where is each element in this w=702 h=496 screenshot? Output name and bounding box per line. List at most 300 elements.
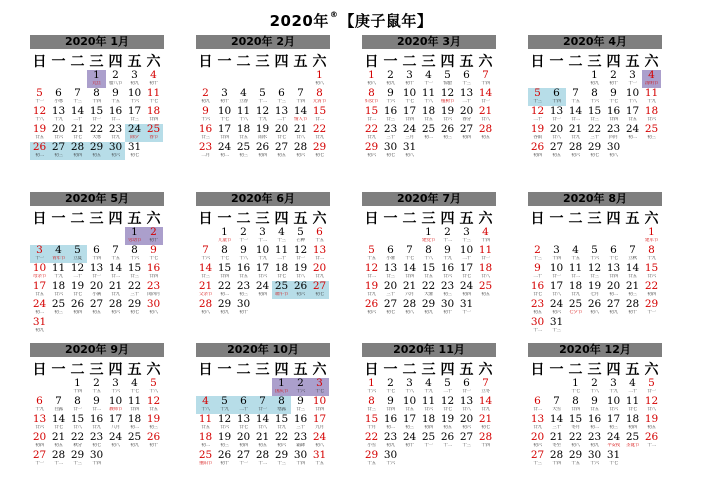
day-cell[interactable] (604, 124, 623, 142)
day-cell[interactable] (528, 106, 547, 124)
day-cell[interactable] (125, 142, 144, 160)
day-cell[interactable] (144, 227, 163, 245)
day-cell[interactable] (144, 70, 163, 88)
day-cell[interactable] (476, 106, 495, 124)
day-cell[interactable] (547, 432, 566, 450)
day-cell[interactable] (381, 124, 400, 142)
day-cell[interactable] (68, 299, 87, 317)
day-cell[interactable] (68, 263, 87, 281)
day-cell[interactable] (585, 124, 604, 142)
day-cell[interactable] (234, 396, 253, 414)
day-cell[interactable] (400, 378, 419, 396)
day-cell[interactable] (419, 263, 438, 281)
day-cell[interactable] (528, 414, 547, 432)
day-cell[interactable] (623, 70, 642, 88)
day-cell[interactable] (272, 263, 291, 281)
day-cell[interactable] (400, 142, 419, 160)
day-cell[interactable] (381, 299, 400, 317)
day-cell[interactable] (215, 88, 234, 106)
day-cell[interactable] (623, 106, 642, 124)
day-cell[interactable] (400, 299, 419, 317)
day-cell[interactable] (30, 124, 49, 142)
day-cell[interactable] (310, 106, 329, 124)
day-cell[interactable] (68, 124, 87, 142)
day-cell[interactable] (528, 317, 547, 335)
day-cell[interactable] (604, 378, 623, 396)
day-cell[interactable] (585, 245, 604, 263)
day-cell[interactable] (547, 106, 566, 124)
day-cell[interactable] (400, 106, 419, 124)
day-cell[interactable] (106, 432, 125, 450)
day-cell[interactable] (438, 432, 457, 450)
day-cell[interactable] (291, 281, 310, 299)
day-cell[interactable] (30, 263, 49, 281)
day-cell[interactable] (291, 142, 310, 160)
day-cell[interactable] (30, 414, 49, 432)
day-cell[interactable] (604, 281, 623, 299)
day-cell[interactable] (623, 378, 642, 396)
day-cell[interactable] (215, 124, 234, 142)
day-cell[interactable] (234, 88, 253, 106)
day-cell[interactable] (604, 396, 623, 414)
day-cell[interactable] (234, 432, 253, 450)
day-cell[interactable] (49, 450, 68, 468)
day-cell[interactable] (272, 227, 291, 245)
day-cell[interactable] (234, 106, 253, 124)
day-cell[interactable] (566, 450, 585, 468)
day-cell[interactable] (623, 396, 642, 414)
day-cell[interactable] (106, 281, 125, 299)
day-cell[interactable] (144, 88, 163, 106)
day-cell[interactable] (125, 263, 144, 281)
day-cell[interactable] (253, 414, 272, 432)
day-cell[interactable] (30, 432, 49, 450)
day-cell[interactable] (215, 263, 234, 281)
day-cell[interactable] (566, 432, 585, 450)
day-cell[interactable] (381, 245, 400, 263)
day-cell[interactable] (547, 299, 566, 317)
day-cell[interactable] (457, 88, 476, 106)
day-cell[interactable] (362, 106, 381, 124)
day-cell[interactable] (144, 299, 163, 317)
day-cell[interactable] (362, 281, 381, 299)
day-cell[interactable] (215, 281, 234, 299)
day-cell[interactable] (49, 299, 68, 317)
day-cell[interactable] (419, 414, 438, 432)
day-cell[interactable] (253, 227, 272, 245)
day-cell[interactable] (125, 70, 144, 88)
day-cell[interactable] (253, 263, 272, 281)
day-cell[interactable] (362, 245, 381, 263)
day-cell[interactable] (87, 245, 106, 263)
day-cell[interactable] (215, 396, 234, 414)
day-cell[interactable] (457, 299, 476, 317)
day-cell[interactable] (291, 245, 310, 263)
day-cell[interactable] (125, 396, 144, 414)
day-cell[interactable] (291, 227, 310, 245)
day-cell[interactable] (106, 396, 125, 414)
day-cell[interactable] (234, 245, 253, 263)
day-cell[interactable] (528, 245, 547, 263)
day-cell[interactable] (310, 414, 329, 432)
day-cell[interactable] (585, 263, 604, 281)
day-cell[interactable] (604, 142, 623, 160)
day-cell[interactable] (30, 142, 49, 160)
day-cell[interactable] (291, 106, 310, 124)
day-cell[interactable] (272, 88, 291, 106)
day-cell[interactable] (253, 106, 272, 124)
day-cell[interactable] (272, 124, 291, 142)
day-cell[interactable] (528, 124, 547, 142)
day-cell[interactable] (49, 396, 68, 414)
day-cell[interactable] (476, 281, 495, 299)
day-cell[interactable] (476, 227, 495, 245)
day-cell[interactable] (196, 263, 215, 281)
day-cell[interactable] (419, 124, 438, 142)
day-cell[interactable] (623, 263, 642, 281)
day-cell[interactable] (253, 450, 272, 468)
day-cell[interactable] (310, 396, 329, 414)
day-cell[interactable] (196, 106, 215, 124)
day-cell[interactable] (196, 88, 215, 106)
day-cell[interactable] (291, 432, 310, 450)
day-cell[interactable] (310, 432, 329, 450)
day-cell[interactable] (234, 124, 253, 142)
day-cell[interactable] (49, 432, 68, 450)
day-cell[interactable] (310, 281, 329, 299)
day-cell[interactable] (381, 142, 400, 160)
day-cell[interactable] (547, 263, 566, 281)
day-cell[interactable] (438, 227, 457, 245)
day-cell[interactable] (438, 414, 457, 432)
day-cell[interactable] (272, 378, 291, 396)
day-cell[interactable] (196, 450, 215, 468)
day-cell[interactable] (125, 245, 144, 263)
day-cell[interactable] (144, 124, 163, 142)
day-cell[interactable] (68, 432, 87, 450)
day-cell[interactable] (106, 414, 125, 432)
day-cell[interactable] (310, 227, 329, 245)
day-cell[interactable] (547, 142, 566, 160)
day-cell[interactable] (604, 450, 623, 468)
day-cell[interactable] (291, 378, 310, 396)
day-cell[interactable] (547, 450, 566, 468)
day-cell[interactable] (419, 88, 438, 106)
day-cell[interactable] (30, 299, 49, 317)
day-cell[interactable] (623, 299, 642, 317)
day-cell[interactable] (362, 70, 381, 88)
day-cell[interactable] (476, 245, 495, 263)
day-cell[interactable] (196, 414, 215, 432)
day-cell[interactable] (585, 70, 604, 88)
day-cell[interactable] (125, 281, 144, 299)
day-cell[interactable] (438, 281, 457, 299)
day-cell[interactable] (68, 450, 87, 468)
day-cell[interactable] (87, 450, 106, 468)
day-cell[interactable] (362, 378, 381, 396)
day-cell[interactable] (585, 106, 604, 124)
day-cell[interactable] (144, 396, 163, 414)
day-cell[interactable] (381, 70, 400, 88)
day-cell[interactable] (362, 88, 381, 106)
day-cell[interactable] (547, 124, 566, 142)
day-cell[interactable] (196, 281, 215, 299)
day-cell[interactable] (215, 414, 234, 432)
day-cell[interactable] (49, 124, 68, 142)
day-cell[interactable] (272, 432, 291, 450)
day-cell[interactable] (642, 378, 661, 396)
day-cell[interactable] (400, 70, 419, 88)
day-cell[interactable] (87, 142, 106, 160)
day-cell[interactable] (457, 263, 476, 281)
day-cell[interactable] (566, 245, 585, 263)
day-cell[interactable] (215, 106, 234, 124)
day-cell[interactable] (438, 88, 457, 106)
day-cell[interactable] (623, 414, 642, 432)
day-cell[interactable] (585, 378, 604, 396)
day-cell[interactable] (310, 378, 329, 396)
day-cell[interactable] (253, 142, 272, 160)
day-cell[interactable] (49, 245, 68, 263)
day-cell[interactable] (585, 281, 604, 299)
day-cell[interactable] (528, 432, 547, 450)
day-cell[interactable] (381, 450, 400, 468)
day-cell[interactable] (566, 414, 585, 432)
day-cell[interactable] (215, 450, 234, 468)
day-cell[interactable] (400, 432, 419, 450)
day-cell[interactable] (144, 263, 163, 281)
day-cell[interactable] (547, 281, 566, 299)
day-cell[interactable] (144, 106, 163, 124)
day-cell[interactable] (642, 281, 661, 299)
day-cell[interactable] (30, 396, 49, 414)
day-cell[interactable] (125, 124, 144, 142)
day-cell[interactable] (457, 396, 476, 414)
day-cell[interactable] (528, 88, 547, 106)
day-cell[interactable] (476, 378, 495, 396)
day-cell[interactable] (585, 432, 604, 450)
day-cell[interactable] (106, 106, 125, 124)
day-cell[interactable] (566, 88, 585, 106)
day-cell[interactable] (438, 396, 457, 414)
day-cell[interactable] (106, 88, 125, 106)
day-cell[interactable] (234, 142, 253, 160)
day-cell[interactable] (438, 106, 457, 124)
day-cell[interactable] (400, 88, 419, 106)
day-cell[interactable] (144, 378, 163, 396)
day-cell[interactable] (310, 263, 329, 281)
day-cell[interactable] (215, 432, 234, 450)
day-cell[interactable] (585, 142, 604, 160)
day-cell[interactable] (362, 432, 381, 450)
day-cell[interactable] (381, 106, 400, 124)
day-cell[interactable] (642, 263, 661, 281)
day-cell[interactable] (381, 432, 400, 450)
day-cell[interactable] (362, 450, 381, 468)
day-cell[interactable] (125, 106, 144, 124)
day-cell[interactable] (291, 450, 310, 468)
day-cell[interactable] (253, 281, 272, 299)
day-cell[interactable] (196, 124, 215, 142)
day-cell[interactable] (604, 432, 623, 450)
day-cell[interactable] (87, 299, 106, 317)
day-cell[interactable] (49, 88, 68, 106)
day-cell[interactable] (196, 245, 215, 263)
day-cell[interactable] (87, 396, 106, 414)
day-cell[interactable] (642, 245, 661, 263)
day-cell[interactable] (419, 245, 438, 263)
day-cell[interactable] (253, 88, 272, 106)
day-cell[interactable] (272, 450, 291, 468)
day-cell[interactable] (196, 396, 215, 414)
day-cell[interactable] (362, 124, 381, 142)
day-cell[interactable] (215, 299, 234, 317)
day-cell[interactable] (125, 227, 144, 245)
day-cell[interactable] (457, 432, 476, 450)
day-cell[interactable] (362, 142, 381, 160)
day-cell[interactable] (106, 378, 125, 396)
day-cell[interactable] (566, 299, 585, 317)
day-cell[interactable] (310, 124, 329, 142)
day-cell[interactable] (381, 414, 400, 432)
day-cell[interactable] (125, 88, 144, 106)
day-cell[interactable] (291, 414, 310, 432)
day-cell[interactable] (642, 299, 661, 317)
day-cell[interactable] (566, 378, 585, 396)
day-cell[interactable] (310, 142, 329, 160)
day-cell[interactable] (87, 88, 106, 106)
day-cell[interactable] (144, 414, 163, 432)
day-cell[interactable] (604, 299, 623, 317)
day-cell[interactable] (215, 245, 234, 263)
day-cell[interactable] (310, 88, 329, 106)
day-cell[interactable] (566, 396, 585, 414)
day-cell[interactable] (144, 432, 163, 450)
day-cell[interactable] (30, 317, 49, 335)
day-cell[interactable] (49, 106, 68, 124)
day-cell[interactable] (49, 414, 68, 432)
day-cell[interactable] (144, 245, 163, 263)
day-cell[interactable] (476, 414, 495, 432)
day-cell[interactable] (87, 106, 106, 124)
day-cell[interactable] (106, 124, 125, 142)
day-cell[interactable] (310, 70, 329, 88)
day-cell[interactable] (547, 88, 566, 106)
day-cell[interactable] (604, 106, 623, 124)
day-cell[interactable] (528, 281, 547, 299)
day-cell[interactable] (87, 124, 106, 142)
day-cell[interactable] (30, 106, 49, 124)
day-cell[interactable] (419, 227, 438, 245)
day-cell[interactable] (642, 432, 661, 450)
day-cell[interactable] (566, 142, 585, 160)
day-cell[interactable] (419, 396, 438, 414)
day-cell[interactable] (457, 414, 476, 432)
day-cell[interactable] (457, 106, 476, 124)
day-cell[interactable] (106, 142, 125, 160)
day-cell[interactable] (68, 245, 87, 263)
day-cell[interactable] (291, 88, 310, 106)
day-cell[interactable] (585, 450, 604, 468)
day-cell[interactable] (623, 432, 642, 450)
day-cell[interactable] (585, 396, 604, 414)
day-cell[interactable] (566, 263, 585, 281)
day-cell[interactable] (87, 281, 106, 299)
day-cell[interactable] (272, 281, 291, 299)
day-cell[interactable] (253, 432, 272, 450)
day-cell[interactable] (438, 124, 457, 142)
day-cell[interactable] (253, 245, 272, 263)
day-cell[interactable] (196, 432, 215, 450)
day-cell[interactable] (457, 124, 476, 142)
day-cell[interactable] (68, 142, 87, 160)
day-cell[interactable] (381, 281, 400, 299)
day-cell[interactable] (106, 299, 125, 317)
day-cell[interactable] (547, 414, 566, 432)
day-cell[interactable] (566, 281, 585, 299)
day-cell[interactable] (49, 142, 68, 160)
day-cell[interactable] (30, 88, 49, 106)
day-cell[interactable] (476, 396, 495, 414)
day-cell[interactable] (234, 227, 253, 245)
day-cell[interactable] (310, 450, 329, 468)
day-cell[interactable] (125, 414, 144, 432)
day-cell[interactable] (623, 88, 642, 106)
day-cell[interactable] (291, 124, 310, 142)
day-cell[interactable] (642, 70, 661, 88)
day-cell[interactable] (381, 378, 400, 396)
day-cell[interactable] (566, 124, 585, 142)
day-cell[interactable] (362, 299, 381, 317)
day-cell[interactable] (476, 263, 495, 281)
day-cell[interactable] (49, 281, 68, 299)
day-cell[interactable] (68, 378, 87, 396)
day-cell[interactable] (566, 106, 585, 124)
day-cell[interactable] (642, 396, 661, 414)
day-cell[interactable] (438, 299, 457, 317)
day-cell[interactable] (419, 281, 438, 299)
day-cell[interactable] (528, 396, 547, 414)
day-cell[interactable] (253, 124, 272, 142)
day-cell[interactable] (419, 70, 438, 88)
day-cell[interactable] (362, 396, 381, 414)
day-cell[interactable] (272, 414, 291, 432)
day-cell[interactable] (419, 299, 438, 317)
day-cell[interactable] (604, 245, 623, 263)
day-cell[interactable] (87, 263, 106, 281)
day-cell[interactable] (419, 106, 438, 124)
day-cell[interactable] (457, 281, 476, 299)
day-cell[interactable] (272, 396, 291, 414)
day-cell[interactable] (623, 245, 642, 263)
day-cell[interactable] (457, 378, 476, 396)
day-cell[interactable] (528, 450, 547, 468)
day-cell[interactable] (215, 142, 234, 160)
day-cell[interactable] (106, 245, 125, 263)
day-cell[interactable] (438, 70, 457, 88)
day-cell[interactable] (234, 263, 253, 281)
day-cell[interactable] (457, 70, 476, 88)
day-cell[interactable] (642, 124, 661, 142)
day-cell[interactable] (30, 281, 49, 299)
day-cell[interactable] (272, 142, 291, 160)
day-cell[interactable] (87, 378, 106, 396)
day-cell[interactable] (400, 263, 419, 281)
day-cell[interactable] (87, 70, 106, 88)
day-cell[interactable] (362, 263, 381, 281)
day-cell[interactable] (234, 281, 253, 299)
day-cell[interactable] (585, 88, 604, 106)
